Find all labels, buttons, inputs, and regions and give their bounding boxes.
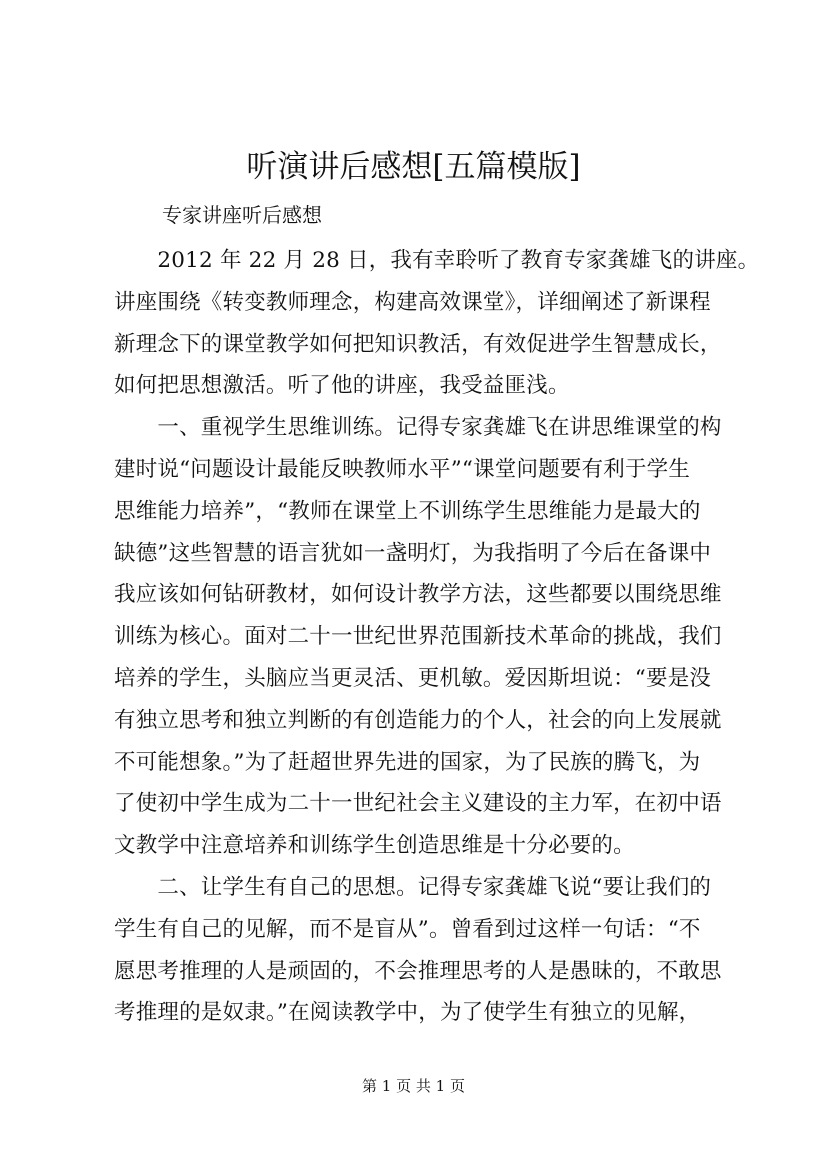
body-line: 建时说“问题设计最能反映教师水平”“课堂问题要有利于学生 xyxy=(114,456,691,482)
body-line: 讲座围绕《转变教师理念，构建高效课堂》，详细阐述了新课程 xyxy=(114,289,711,315)
body-line: 新理念下的课堂教学如何把知识教活，有效促进学生智慧成长， xyxy=(114,331,722,357)
document-body xyxy=(114,240,760,1034)
body-line: 了使初中学生成为二十一世纪社会主义建设的主力军，在初中语 xyxy=(114,791,722,817)
body-line: 不可能想象。”为了赶超世界先进的国家，为了民族的腾飞，为 xyxy=(114,749,701,775)
body-line: 一、重视学生思维训练。记得专家龚雄飞在讲思维课堂的构 xyxy=(114,415,722,441)
body-line: 我应该如何钻研教材，如何设计教学方法，这些都要以围绕思维 xyxy=(114,582,722,608)
body-line: 如何把思想激活。听了他的讲座，我受益匪浅。 xyxy=(114,373,570,399)
body-line: 思维能力培养”，“教师在课堂上不训练学生思维能力是最大的 xyxy=(114,498,701,524)
body-line: 考推理的是奴隶。”在阅读教学中，为了使学生有独立的见解， xyxy=(114,1000,701,1026)
body-line: 培养的学生，头脑应当更灵活、更机敏。爱因斯坦说：“要是没 xyxy=(114,665,712,691)
body-line: 有独立思考和独立判断的有创造能力的个人，社会的向上发展就 xyxy=(114,707,722,733)
body-line: 二、让学生有自己的思想。记得专家龚雄飞说“要让我们的 xyxy=(114,874,712,900)
body-line: 2012 年 22 月 28 日，我有幸聆听了教育专家龚雄飞的讲座。 xyxy=(114,248,760,273)
page-footer: 第 1 页 共 1 页 xyxy=(362,1077,465,1095)
body-line: 训练为核心。面对二十一世纪世界范围新技术革命的挑战，我们 xyxy=(114,624,722,650)
body-line: 缺德”这些智慧的语言犹如一盏明灯，为我指明了今后在备课中 xyxy=(114,540,712,566)
body-line: 文教学中注意培养和训练学生创造思维是十分必要的。 xyxy=(114,833,635,859)
section-heading: 专家讲座听后感想 xyxy=(162,203,322,227)
body-line: 愿思考推理的人是顽固的，不会推理思考的人是愚昧的，不敢思 xyxy=(114,958,722,984)
document-title: 听演讲后感想[五篇模版] xyxy=(246,149,581,185)
body-line: 学生有自己的见解，而不是盲从”。曾看到过这样一句话：“不 xyxy=(114,916,701,942)
